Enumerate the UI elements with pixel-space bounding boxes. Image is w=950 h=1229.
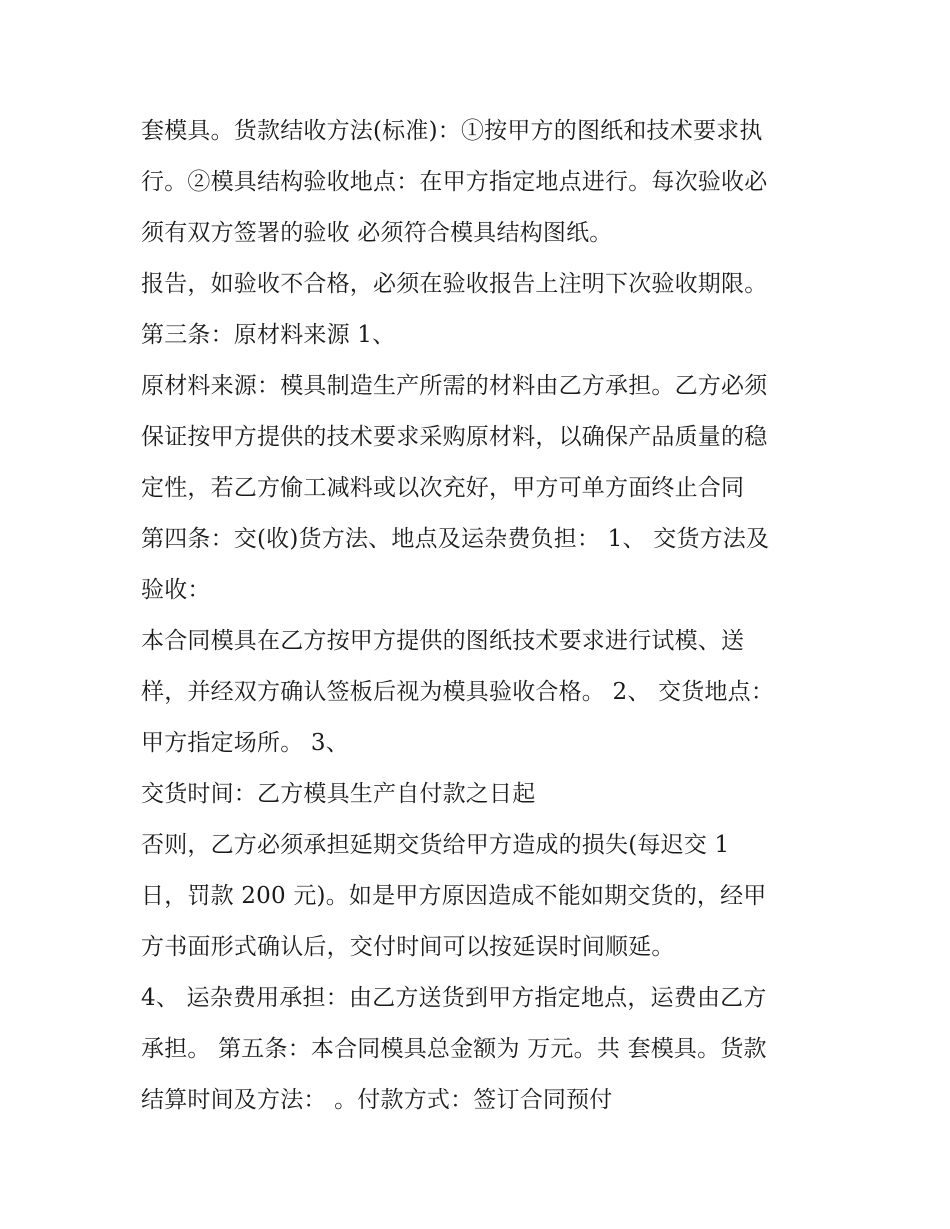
text-line-2: 行。②模具结构验收地点：在甲方指定地点进行。每次验收必 — [141, 169, 768, 195]
text-line-19: 承担。 第五条：本合同模具总金额为 万元。共 套模具。货款 — [141, 1036, 767, 1062]
text-line-4: 报告，如验收不合格，必须在验收报告上注明下次验收期限。 — [141, 271, 768, 297]
text-line-14: 交货时间：乙方模具生产自付款之日起 — [141, 781, 536, 807]
text-line-1: 套模具。货款结收方法(标准)：①按甲方的图纸和技术要求执 — [141, 118, 763, 144]
text-line-12: 样，并经双方确认签板后视为模具验收合格。 2、 交货地点： — [141, 679, 775, 705]
text-line-15: 否则，乙方必须承担延期交货给甲方造成的损失(每迟交 1 — [141, 832, 730, 858]
text-line-16: 日，罚款 200 元)。如是甲方原因造成不能如期交货的，经甲 — [141, 883, 767, 909]
text-line-5: 第三条：原材料来源 1、 — [141, 322, 396, 348]
text-line-13: 甲方指定场所。 3、 — [141, 730, 349, 756]
text-line-20: 结算时间及方法： 。付款方式：签订合同预付 — [141, 1087, 613, 1113]
text-line-18: 4、 运杂费用承担：由乙方送货到甲方指定地点，运费由乙方 — [141, 985, 767, 1011]
text-line-6: 原材料来源：模具制造生产所需的材料由乙方承担。乙方必须 — [141, 373, 768, 399]
text-line-9: 第四条：交(收)货方法、地点及运杂费负担： 1、 交货方法及 — [141, 526, 770, 552]
contract-text-body — [141, 106, 821, 1126]
text-line-11: 本合同模具在乙方按甲方提供的图纸技术要求进行试模、送 — [141, 628, 745, 654]
text-line-3: 须有双方签署的验收 必须符合模具结构图纸。 — [141, 220, 613, 246]
text-line-17: 方书面形式确认后，交付时间可以按延误时间顺延。 — [141, 934, 675, 960]
text-line-8: 定性，若乙方偷工减料或以次充好，甲方可单方面终止合同 — [141, 475, 745, 501]
text-line-7: 保证按甲方提供的技术要求采购原材料，以确保产品质量的稳 — [141, 424, 768, 450]
text-line-10: 验收： — [141, 577, 211, 603]
